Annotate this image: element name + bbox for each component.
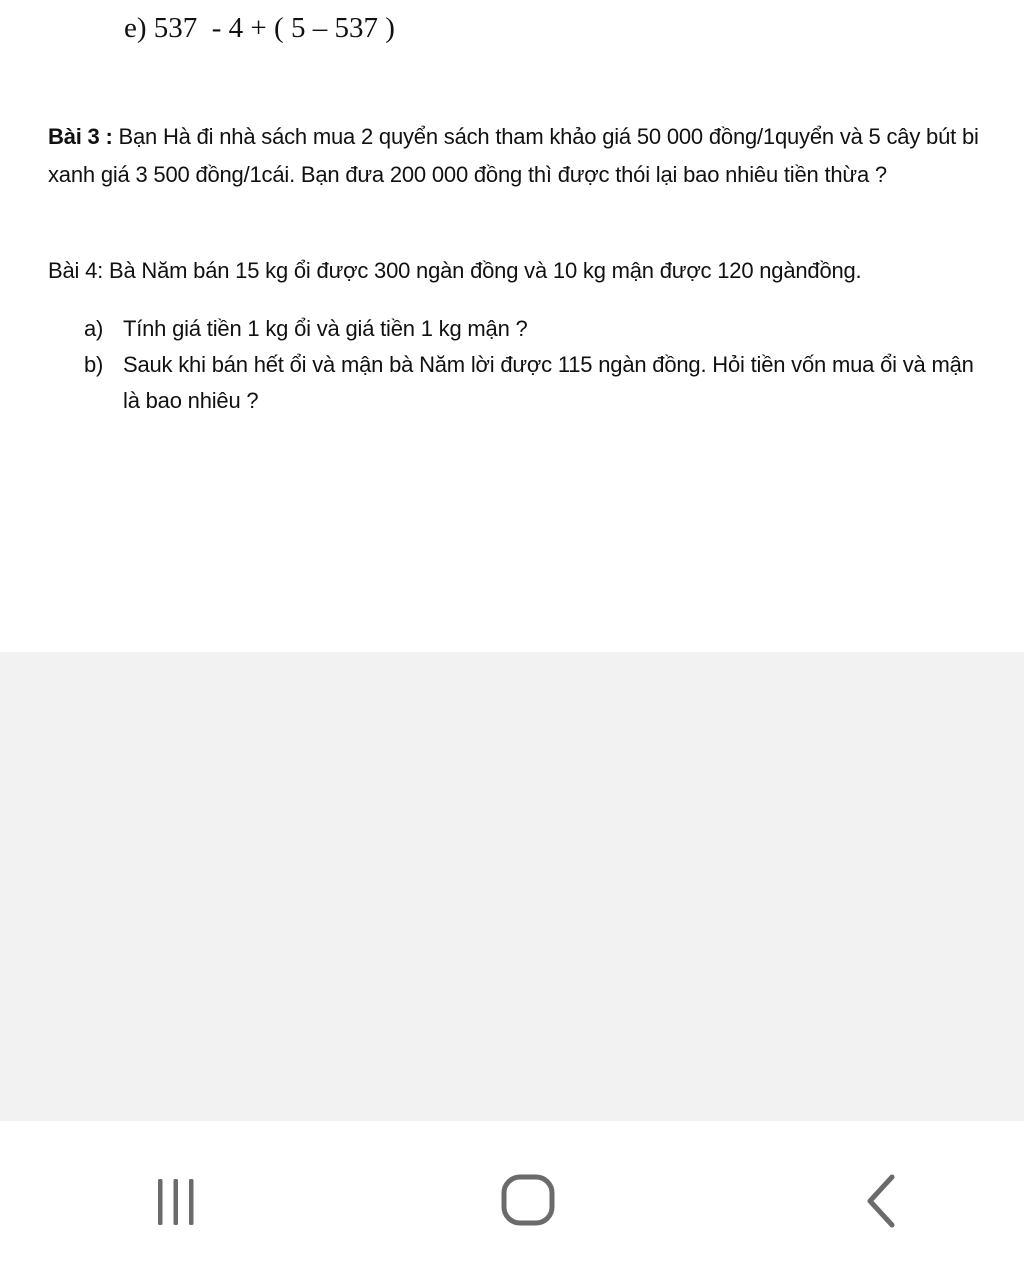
home-icon	[497, 1169, 561, 1233]
list-item-text: Tính giá tiền 1 kg ổi và giá tiền 1 kg mận ?	[123, 316, 528, 341]
list-marker: b)	[84, 352, 104, 377]
home-button[interactable]	[469, 1161, 589, 1241]
recent-apps-icon	[146, 1171, 206, 1231]
back-icon	[854, 1171, 914, 1231]
back-button[interactable]	[824, 1161, 944, 1241]
list-marker: a)	[84, 316, 104, 341]
list-item-text: Sauk khi bán hết ổi và mận bà Năm lời được 115 ngàn đồng. Hỏi tiền vốn mua ổi và mận là bao nhiêu ?	[123, 352, 974, 413]
list-item	[84, 311, 994, 347]
exercise-4-list	[84, 311, 994, 419]
recent-apps-button[interactable]	[116, 1161, 236, 1241]
exercise-3-label: Bài 3 :	[48, 124, 113, 149]
exercise-4: Bài 4: Bà Năm bán 15 kg ổi được 300 ngàn đồng và 10 kg mận được 120 ngànđồng.	[48, 258, 862, 283]
exercise-3-text: Bạn Hà đi nhà sách mua 2 quyển sách tham khảo giá 50 000 đồng/1quyển và 5 cây bút bi xanh giá 3 500 đồng/1cái. Bạn đưa 200 000 đồng thì được thói lại bao nhiêu tiền thừa ?	[48, 124, 979, 187]
exercise-3	[48, 118, 1013, 194]
expression-e: e) 537 - 4 + ( 5 – 537 )	[124, 12, 395, 44]
empty-viewer-area	[0, 652, 1024, 1121]
navigation-bar	[0, 1121, 1024, 1280]
list-item	[84, 347, 994, 419]
